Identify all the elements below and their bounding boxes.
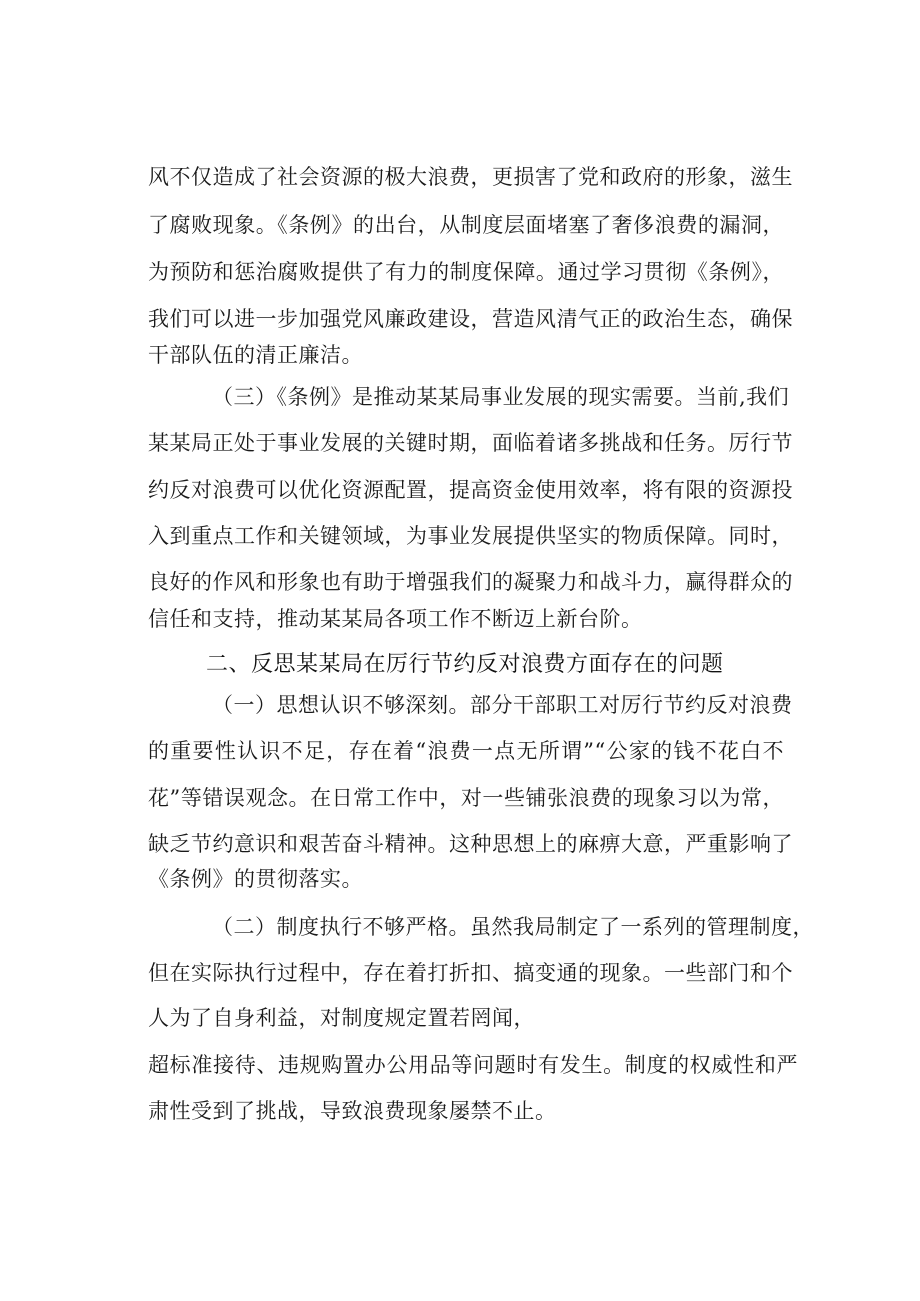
paragraph-line: 肃性受到了挑战，导致浪费现象屡禁不止。 bbox=[148, 1099, 557, 1123]
paragraph-line: 约反对浪费可以优化资源配置，提高资金使用效率，将有限的资源投 bbox=[148, 478, 793, 502]
paragraph-line: （一）思想认识不够深刻。部分干部职工对厉行节约反对浪费 bbox=[212, 693, 793, 717]
paragraph-line: 我们可以进一步加强党风廉政建设，营造风清气正的政治生态，确保 bbox=[148, 307, 793, 331]
section-heading: 二、反思某某局在厉行节约反对浪费方面存在的问题 bbox=[206, 652, 724, 677]
paragraph-line: 入到重点工作和关键领域，为事业发展提供坚实的物质保障。同时， bbox=[148, 524, 793, 548]
paragraph-line: 缺乏节约意识和艰苦奋斗精神。这种思想上的麻痹大意，严重影响了 bbox=[148, 832, 793, 856]
paragraph-line: 的重要性认识不足，存在着“浪费一点无所谓”“公家的钱不花白不 bbox=[148, 739, 784, 763]
paragraph-line: 了腐败现象。《条例》的出台，从制度层面堵塞了奢侈浪费的漏洞， bbox=[148, 213, 784, 237]
paragraph-line: （三）《条例》是推动某某局事业发展的现实需要。当前,我们 bbox=[212, 385, 790, 409]
paragraph-line: 良好的作风和形象也有助于增强我们的凝聚力和战斗力，赢得群众的 bbox=[148, 570, 793, 594]
paragraph-line: 但在实际执行过程中，存在着打折扣、搞变通的现象。一些部门和个 bbox=[148, 961, 793, 985]
paragraph-line: 某某局正处于事业发展的关键时期，面临着诸多挑战和任务。厉行节 bbox=[148, 431, 793, 455]
paragraph-line: 干部队伍的清正廉洁。 bbox=[148, 343, 363, 367]
paragraph-line: 信任和支持，推动某某局各项工作不断迈上新台阶。 bbox=[148, 607, 643, 631]
paragraph-line: 《条例》的贯彻落实。 bbox=[148, 867, 363, 891]
paragraph-line: 超标准接待、违规购置办公用品等问题时有发生。制度的权威性和严 bbox=[148, 1053, 798, 1077]
paragraph-line: （二）制度执行不够严格。虽然我局制定了一系列的管理制度， bbox=[212, 915, 814, 939]
paragraph-line: 花”等错误观念。在日常工作中，对一些铺张浪费的现象习以为常， bbox=[148, 786, 784, 810]
paragraph-line: 为预防和惩治腐败提供了有力的制度保障。通过学习贯彻《条例》， bbox=[148, 260, 784, 284]
paragraph-line: 风不仅造成了社会资源的极大浪费，更损害了党和政府的形象，滋生 bbox=[148, 165, 793, 189]
paragraph-line: 人为了自身利益，对制度规定置若罔闻， bbox=[148, 1006, 535, 1030]
